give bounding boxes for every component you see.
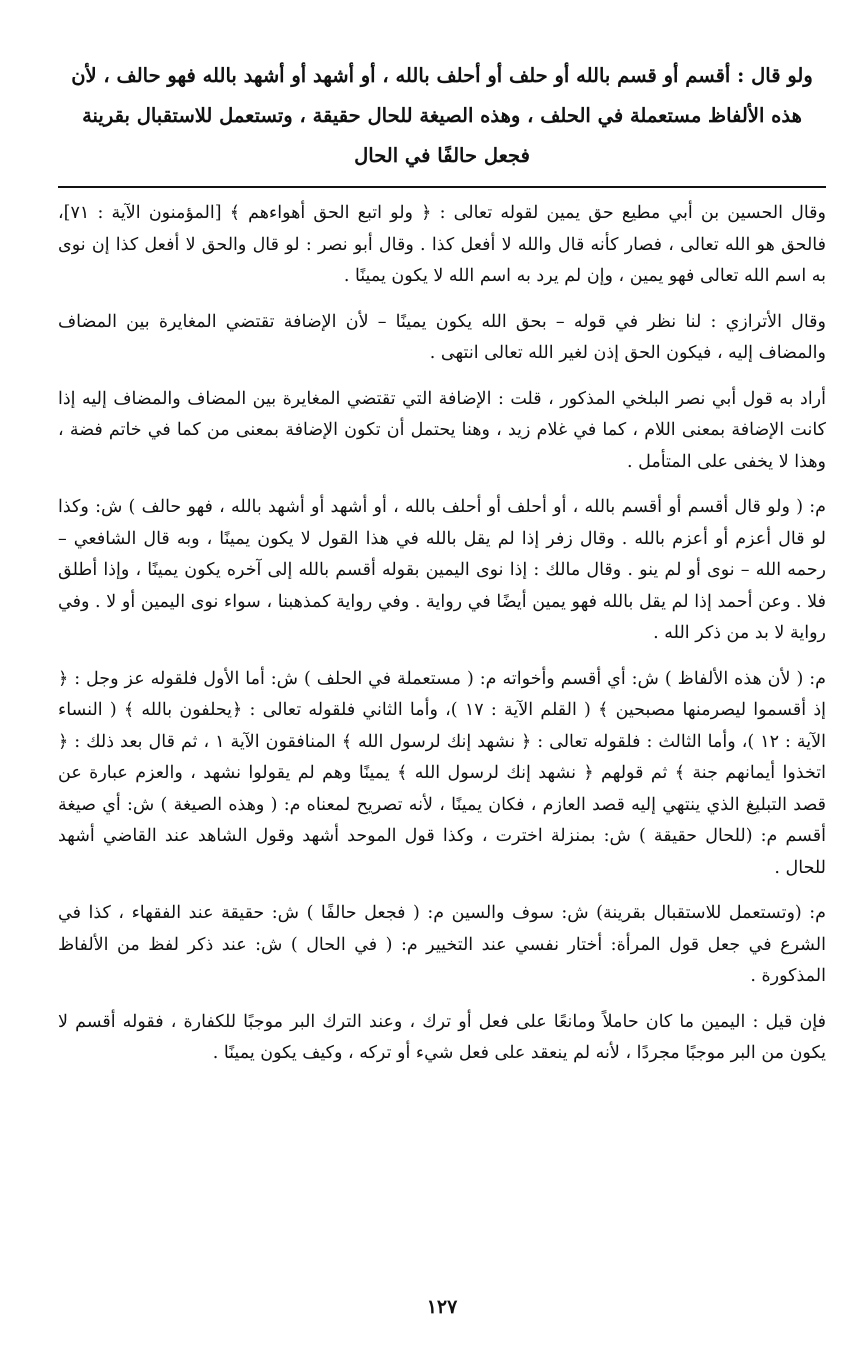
commentary-paragraph-4: م: ( ولو قال أقسم أو أقسم بالله ، أو أحلف أو أحلف بالله ، أو أشهد أو أشهد بالله ، فهو حالف ) ش: وكذا لو قال أعزم أو أعزم بالله . وقال زفر إذا لم يقل بالله في هذا القول لا يكون يمينًا ، وبه قال الشافعي – رحمه الله – نوى أو لم ينو . وقال مالك : إذا نوى اليمين بقوله أقسم بالله إلى آخره يكون يمينًا ، وإذا أطلق فلا . وعن أحمد إذا لم يقل بالله فهو يمين أيضًا في رواية . وفي رواية كمذهبنا ، سواء نوى اليمين أو لا . وفي رواية لا بد من ذكر الله . <box>58 497 826 643</box>
commentary-paragraph-6: م: (وتستعمل للاستقبال بقرينة) ش: سوف والسين م: ( فجعل حالفًا ) ش: حقيقة عند الفقهاء ، كذا في الشرع في جعل قول المرأة: أختار نفسي عند التخيير م: ( في الحال ) ش: عند ذكر لفظ من الألفاظ المذكورة . <box>58 903 826 986</box>
document-page <box>58 56 826 1346</box>
divider-rule <box>58 186 826 188</box>
commentary-paragraph-3: أراد به قول أبي نصر البلخي المذكور ، قلت : الإضافة التي تقتضي المغايرة بين المضاف والمضاف إليه إذا كانت الإضافة بمعنى اللام ، كما في غلام زيد ، وهنا يحتمل أن تكون الإضافة بمعنى من كما في خاتم فضة ، وهذا لا يخفى على المتأمل . <box>58 388 826 472</box>
commentary-paragraph-5: م: ( لأن هذه الألفاظ ) ش: أي أقسم وأخواته م: ( مستعملة في الحلف ) ش: أما الأول فلقوله عز وجل : ﴿ إذ أقسموا ليصرمنها مصبحين ﴾ ( القلم الآية : ١٧ )، وأما الثاني فلقوله تعالى : ﴿يحلفون بالله ﴾ ( النساء الآية : ١٢ )، وأما الثالث : فلقوله تعالى : ﴿ نشهد إنك لرسول الله ﴾ المنافقون الآية ١ ، ثم قال بعد ذلك : ﴿ اتخذوا أيمانهم جنة ﴾ ثم قولهم ﴿ نشهد إنك لرسول الله ﴾ يمينًا وهم لم يقولوا نشهد ، والعزم عبارة عن قصد التبليغ الذي ينتهي إليه قصد العازم ، فكان يمينًا ، لأنه تصريح لمعناه م: ( وهذه الصيغة ) ش: أي صيغة أقسم م: (للحال حقيقة ) ش: بمنزلة اخترت ، وكذا قول الموحد أشهد وقول الشاهد عند القاضي أشهد للحال . <box>58 668 826 878</box>
page-number: ١٢٧ <box>426 1296 458 1318</box>
commentary-paragraph-2: وقال الأترازي : لنا نظر في قوله – بحق الله يكون يمينًا – لأن الإضافة تقتضي المغايرة بين المضاف والمضاف إليه ، فيكون الحق إذن لغير الله تعالى انتهى . <box>58 311 826 363</box>
matn-text: ولو قال : أقسم أو قسم بالله أو حلف أو أحلف بالله ، أو أشهد أو أشهد بالله فهو حالف ، لأن هذه الألفاظ مستعملة في الحلف ، وهذه الصيغة للحال حقيقة ، وتستعمل للاستقبال بقرينة فجعل حالفًا في الحال <box>71 64 813 167</box>
commentary-paragraph-1: وقال الحسين بن أبي مطيع حق يمين لقوله تعالى : ﴿ ولو اتبع الحق أهواءهم ﴾ [المؤمنون الآية : ٧١]، فالحق هو الله تعالى ، فصار كأنه قال والله لا أفعل كذا . وقال أبو نصر : لو قال والحق لا أفعل كذا إن نوى به اسم الله تعالى فهو يمين ، وإن لم يرد به اسم الله لا يكون يمينًا . <box>58 203 826 286</box>
commentary-paragraph-7: فإن قيل : اليمين ما كان حاملاً ومانعًا على فعل أو ترك ، وعند الترك البر موجبًا للكفارة ، فقوله أقسم لا يكون من البر موجبًا مجردًا ، لأنه لم ينعقد على فعل شيء أو تركه ، وكيف يكون يمينًا . <box>58 1011 826 1063</box>
